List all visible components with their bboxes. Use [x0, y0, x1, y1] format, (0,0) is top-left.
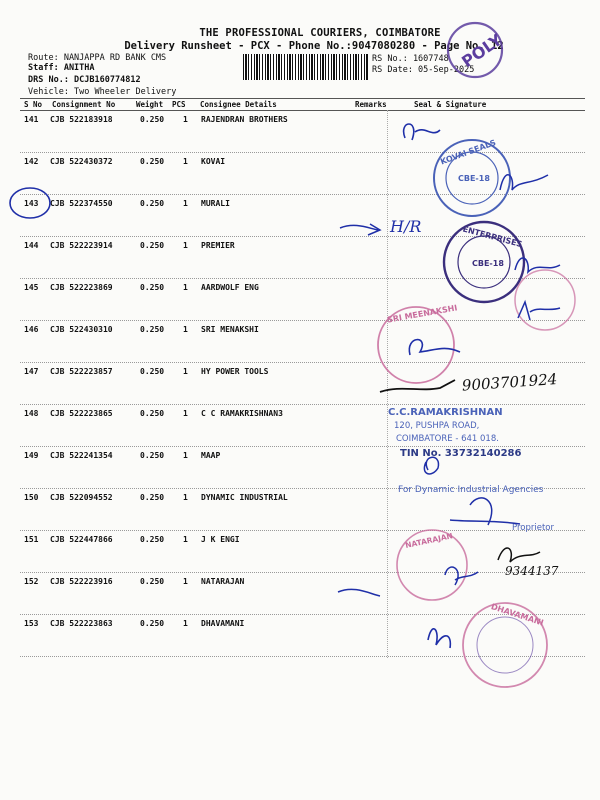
row-weight: 0.250 [140, 157, 165, 166]
signature-149 [424, 457, 438, 474]
row-consignee: DHAVAMANI [201, 619, 245, 628]
dynamic-proprietor: Proprietor [512, 523, 554, 533]
row-pcs: 1 [183, 157, 188, 166]
poly-stamp [448, 23, 506, 77]
row-weight: 0.250 [140, 241, 165, 250]
drs-number: DRS No.: DCJB160774812 [28, 75, 141, 85]
phone-note-151: 9344137 [505, 564, 559, 578]
row-weight: 0.250 [140, 199, 165, 208]
row-consignment-no: CJB 522223869 [50, 283, 113, 292]
row-consignee: DYNAMIC INDUSTRIAL [201, 493, 288, 502]
row-consignee: MAAP [201, 451, 221, 460]
col-remarks: Remarks [355, 100, 387, 109]
row-sno: 151 [24, 535, 39, 544]
row-pcs: 1 [183, 325, 188, 334]
enterprises-stamp-text: ENTERPRISES [461, 224, 524, 250]
row-weight: 0.250 [140, 409, 165, 418]
row-sno: 149 [24, 451, 39, 460]
signature-151 [498, 548, 540, 562]
row-pcs: 1 [183, 619, 188, 628]
row-pcs: 1 [183, 535, 188, 544]
pink-stamp-145 [515, 270, 575, 330]
row-sno: 142 [24, 157, 39, 166]
signature-141 [404, 124, 440, 140]
ramakrishnan-line-1: C.C.RAMAKRISHNAN [388, 407, 503, 418]
row-weight: 0.250 [140, 115, 165, 124]
rs-number: RS No.: 1607748 [372, 54, 449, 64]
row-consignment-no: CJB 522223914 [50, 241, 113, 250]
col-consignment: Consignment No [52, 100, 116, 109]
row-pcs: 1 [183, 451, 188, 460]
row-consignee: PREMIER [201, 241, 235, 250]
circle-mark-143 [10, 188, 50, 218]
row-consignment-no: CJB 522430372 [50, 157, 113, 166]
col-pcs: PCS [172, 100, 186, 109]
row-consignment-no: CJB 522374550 [50, 199, 113, 208]
staff-label: Staff: ANITHA [28, 63, 95, 73]
row-consignment-no: CJB 522223865 [50, 409, 113, 418]
signature-153 [428, 629, 450, 648]
ramakrishnan-stamp [388, 407, 521, 459]
signature-142 [500, 175, 548, 190]
signature-150 [450, 498, 520, 525]
row-weight: 0.250 [140, 283, 165, 292]
row-consignment-no: CJB 522447866 [50, 535, 113, 544]
row-consignee: AARDWOLF ENG [201, 283, 259, 292]
row-sno: 146 [24, 325, 39, 334]
row-weight: 0.250 [140, 451, 165, 460]
phone-note-147: 9003701924 [461, 370, 558, 395]
rs-date: RS Date: 05-Sep-2025 [372, 65, 475, 75]
poly-stamp-text: POLY [458, 30, 506, 72]
row-consignee: KOVAI [201, 157, 226, 166]
row-weight: 0.250 [140, 325, 165, 334]
row-weight: 0.250 [140, 577, 165, 586]
meenakshi-stamp [378, 303, 458, 383]
row-pcs: 1 [183, 409, 188, 418]
row-consignee: NATARAJAN [201, 577, 245, 586]
dhavamani-stamp-text: DHAVAMANI [489, 602, 545, 628]
row-weight: 0.250 [140, 493, 165, 502]
runsheet-title: Delivery Runsheet - PCX - Phone No.:9047080280 - Page No. 12 [124, 40, 504, 52]
row-consignee: HY POWER TOOLS [201, 367, 269, 376]
row-pcs: 1 [183, 493, 188, 502]
row-sno: 148 [24, 409, 39, 418]
row-pcs: 1 [183, 283, 188, 292]
row-sno: 147 [24, 367, 39, 376]
signature-145 [518, 302, 560, 320]
row-weight: 0.250 [140, 367, 165, 376]
row-consignee: J K ENGI [201, 535, 240, 544]
hr-arrow [340, 224, 380, 235]
kovai-stamp-text: KOVAI SEALS [439, 138, 498, 167]
enterprises-stamp [444, 222, 524, 302]
kovai-seals-stamp [434, 138, 510, 216]
row-sno: 144 [24, 241, 39, 250]
row-consignment-no: CJB 522223857 [50, 367, 113, 376]
ramakrishnan-tin: TIN No. 33732140286 [400, 448, 522, 459]
col-consignee: Consignee Details [200, 100, 277, 109]
natarajan-stamp [397, 530, 467, 600]
meenakshi-stamp-text: SRI MEENAKSHI [386, 303, 459, 325]
enterprises-stamp-center: CBE-18 [472, 259, 504, 268]
row-sno: 150 [24, 493, 39, 502]
col-weight: Weight [136, 100, 164, 109]
row-consignment-no: CJB 522241354 [50, 451, 113, 460]
row-sno: 143 [24, 199, 39, 208]
company-name: THE PROFESSIONAL COURIERS, COIMBATORE [199, 27, 441, 39]
signature-144 [515, 258, 560, 272]
vehicle-label: Vehicle: Two Wheeler Delivery [28, 87, 177, 97]
row-weight: 0.250 [140, 535, 165, 544]
row-consignment-no: CJB 522223863 [50, 619, 113, 628]
col-sno: S No [24, 100, 43, 109]
dynamic-stamp [398, 485, 554, 533]
dynamic-stamp-text: For Dynamic Industrial Agencies [398, 485, 544, 495]
arrow-152 [338, 589, 380, 596]
route-label: Route: NANJAPPA RD BANK CMS [28, 53, 167, 63]
row-sno: 152 [24, 577, 39, 586]
row-pcs: 1 [183, 241, 188, 250]
ramakrishnan-line-2: 120, PUSHPA ROAD, [394, 421, 480, 431]
row-sno: 145 [24, 283, 39, 292]
row-pcs: 1 [183, 199, 188, 208]
row-consignment-no: CJB 522223916 [50, 577, 113, 586]
hr-note: H/R [390, 217, 422, 236]
ramakrishnan-line-3: COIMBATORE - 641 018. [396, 434, 499, 444]
row-consignee: C C RAMAKRISHNAN3 [201, 409, 283, 418]
row-sno: 141 [24, 115, 39, 124]
row-weight: 0.250 [140, 619, 165, 628]
row-pcs: 1 [183, 115, 188, 124]
kovai-stamp-center: CBE-18 [458, 174, 490, 183]
row-consignee: MURALI [201, 199, 230, 208]
row-consignment-no: CJB 522430310 [50, 325, 113, 334]
col-seal-signature: Seal & Signature [414, 100, 487, 109]
row-consignment-no: CJB 522183918 [50, 115, 113, 124]
row-sno: 153 [24, 619, 39, 628]
row-consignment-no: CJB 522094552 [50, 493, 113, 502]
arrow-147 [380, 380, 455, 392]
row-consignee: SRI MENAKSHI [201, 325, 259, 334]
dhavamani-stamp [463, 602, 547, 687]
row-pcs: 1 [183, 577, 188, 586]
row-consignee: RAJENDRAN BROTHERS [201, 115, 288, 124]
row-pcs: 1 [183, 367, 188, 376]
natarajan-stamp-text: NATARAJAN [404, 531, 454, 551]
